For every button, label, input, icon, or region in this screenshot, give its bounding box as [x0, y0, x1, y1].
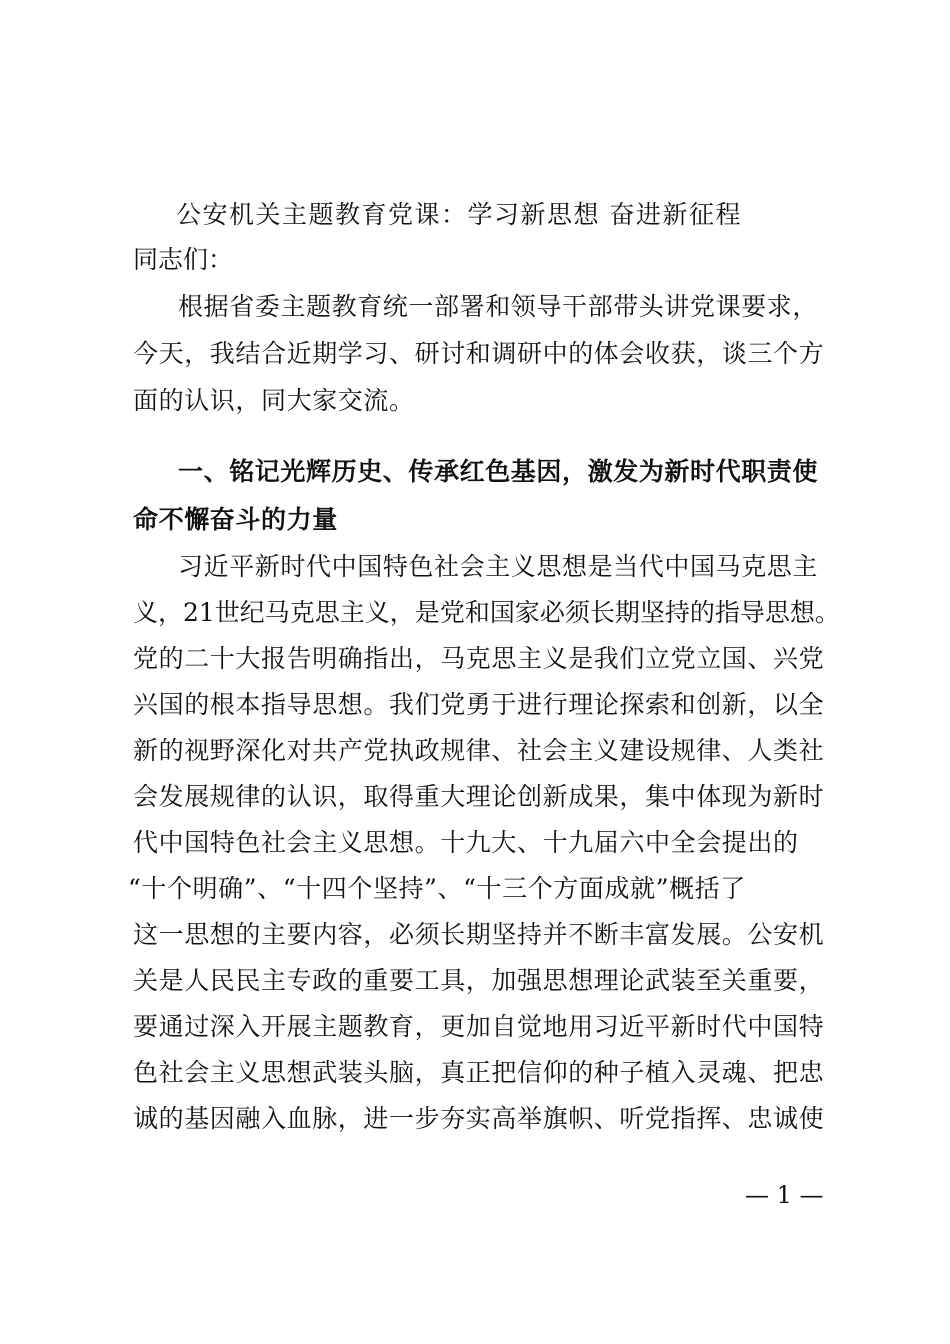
- body-line-10: 关是人民民主专政的重要工具，加强思想理论武装至关重要，: [133, 966, 825, 995]
- body-line-7: 代中国特色社会主义思想。十九大、十九届六中全会提出的: [133, 828, 799, 857]
- body-line-12: 色社会主义思想武装头脑，真正把信仰的种子植入灵魂、把忠: [133, 1058, 825, 1087]
- body-line-5: 新的视野深化对共产党执政规律、社会主义建设规律、人类社: [133, 736, 825, 765]
- body-line-8: “十个明确”、“十四个坚持”、“十三个方面成就”概括了: [128, 874, 746, 903]
- page-number: — 1 —: [745, 1181, 824, 1209]
- document-title: 公安机关主题教育党课：学习新思想 奋进新征程: [176, 200, 742, 229]
- section-heading-line-1: 一、铭记光辉历史、传承红色基因，激发为新时代职责使: [178, 457, 819, 486]
- body-line-1: 习近平新时代中国特色社会主义思想是当代中国马克思主: [178, 552, 819, 581]
- body-line-3: 党的二十大报告明确指出，马克思主义是我们立党立国、兴党: [133, 644, 825, 673]
- body-line-4: 兴国的根本指导思想。我们党勇于进行理论探索和创新，以全: [133, 690, 825, 719]
- section-heading-line-2: 命不懈奋斗的力量: [133, 505, 338, 534]
- body-line-9: 这一思想的主要内容，必须长期坚持并不断丰富发展。公安机: [133, 920, 825, 949]
- body-line-13: 诚的基因融入血脉，进一步夯实高举旗帜、听党指挥、忠诚使: [133, 1104, 825, 1133]
- body-line-6: 会发展规律的认识，取得重大理论创新成果，集中体现为新时: [133, 782, 825, 811]
- body-line-2: 义，21世纪马克思主义，是党和国家必须长期坚持的指导思想。: [133, 598, 840, 627]
- greeting: 同志们：: [133, 245, 234, 274]
- intro-line-3: 面的认识，同大家交流。: [133, 386, 415, 415]
- intro-line-2: 今天，我结合近期学习、研讨和调研中的体会收获，谈三个方: [133, 339, 825, 368]
- intro-line-1: 根据省委主题教育统一部署和领导干部带头讲党课要求，: [178, 292, 819, 321]
- body-line-11: 要通过深入开展主题教育，更加自觉地用习近平新时代中国特: [133, 1012, 825, 1041]
